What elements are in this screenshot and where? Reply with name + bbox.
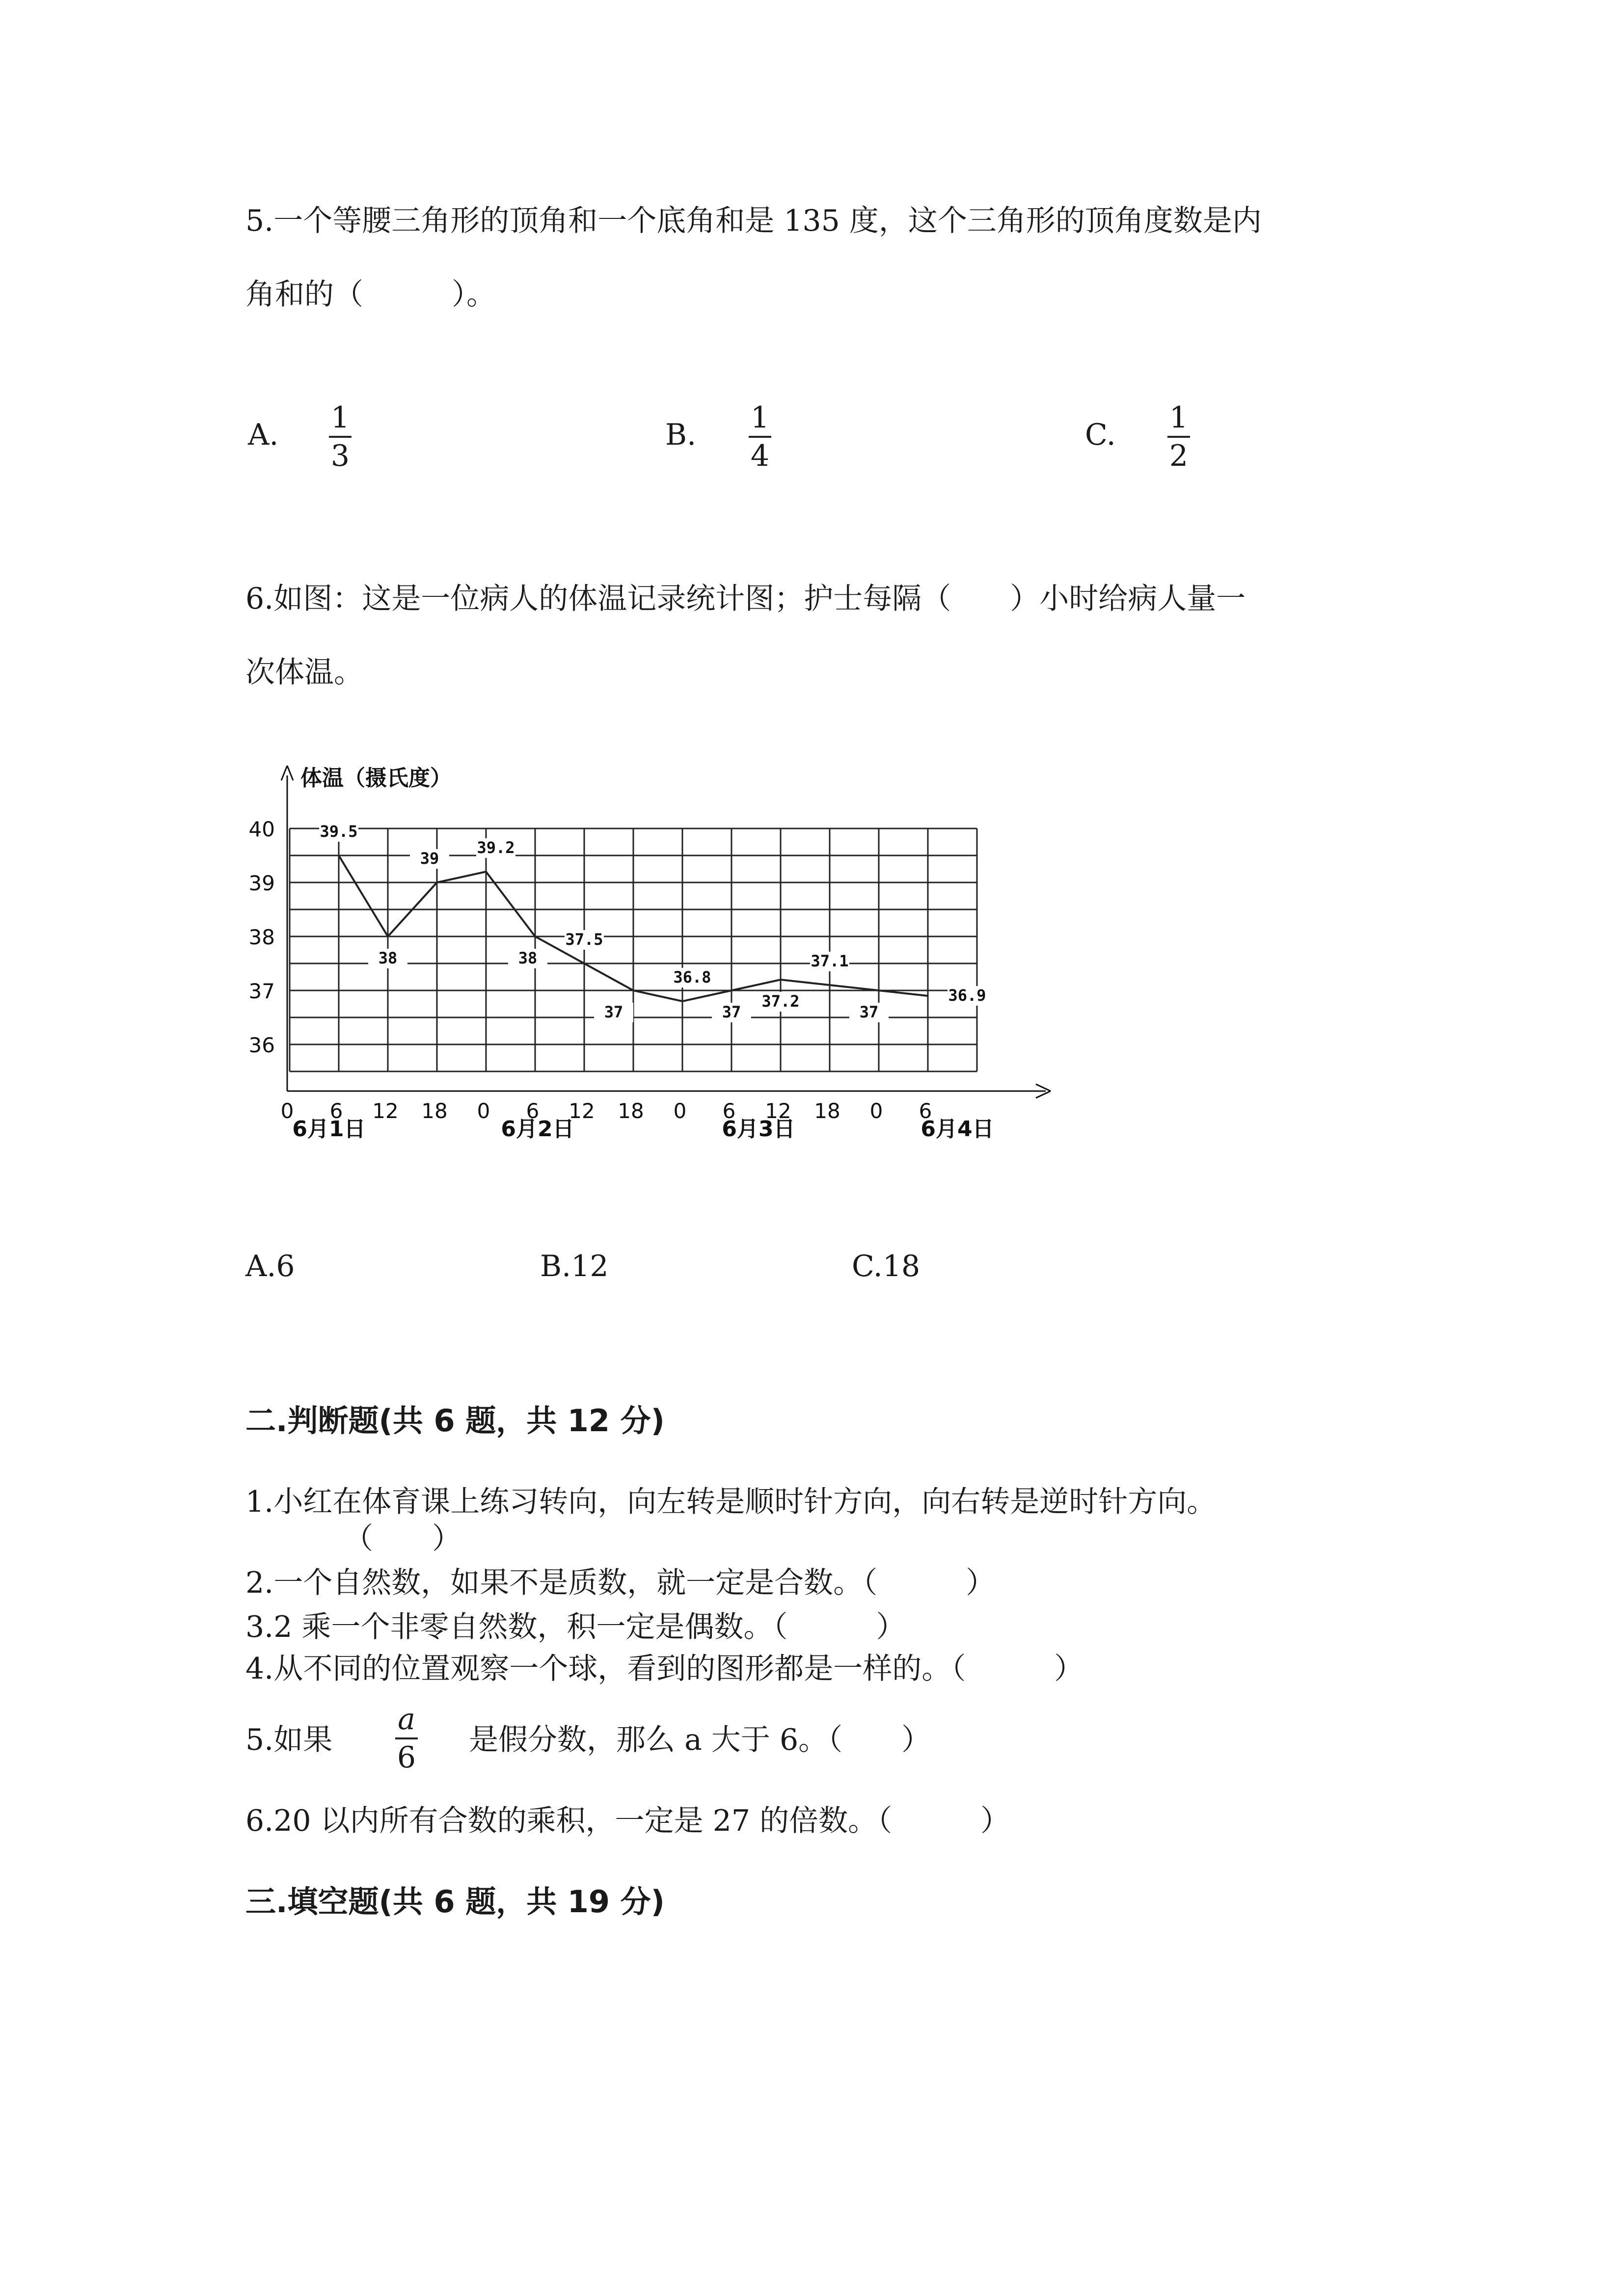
section3-title: 三.填空题(共 6 题，共 19 分): [245, 1884, 665, 1920]
point-label: 37: [722, 1003, 741, 1021]
chart-axes: [281, 766, 1051, 1098]
point-label: 36.9: [948, 986, 986, 1005]
point-label: 39: [420, 849, 439, 868]
q6-line2: 次体温。: [245, 655, 363, 690]
fraction-denominator: 3: [330, 439, 350, 473]
x-tick-label: 0: [869, 1099, 883, 1123]
x-tick-label: 12: [568, 1099, 595, 1123]
point-label: 39.2: [477, 838, 515, 857]
q5-line2: 角和的（ ）。: [245, 277, 496, 312]
fraction-denominator: 2: [1169, 439, 1189, 473]
fraction-numerator: a: [398, 1702, 415, 1736]
x-tick-label: 18: [421, 1099, 448, 1123]
q5-option-b-fraction[interactable]: [749, 402, 771, 471]
judge-item-6: 6.20 以内所有合数的乘积，一定是 27 的倍数。（ ）: [245, 1804, 1010, 1838]
judge-item-2: 2.一个自然数，如果不是质数，就一定是合数。（ ）: [245, 1566, 996, 1600]
x-tick-label: 6: [722, 1099, 736, 1123]
point-label: 37: [604, 1003, 623, 1021]
day-label: 6月4日: [920, 1117, 994, 1142]
x-tick-label: 18: [814, 1099, 840, 1123]
fraction-bar: [395, 1737, 418, 1739]
judge-item-1: 1.小红在体育课上练习转向，向左转是顺时针方向，向右转是逆时针方向。: [245, 1485, 1217, 1519]
fraction-bar: [749, 436, 771, 438]
point-label: 37: [859, 1003, 879, 1021]
y-tick-label: 36: [248, 1033, 275, 1057]
chart-tick-labels: [249, 817, 994, 1142]
judge-item-5-fraction: [395, 1704, 418, 1773]
x-tick-label: 6: [526, 1099, 540, 1123]
q6-line1: 6.如图：这是一位病人的体温记录统计图；护士每隔（ ）小时给病人量一: [245, 582, 1246, 616]
q5-line1: 5.一个等腰三角形的顶角和一个底角和是 135 度，这个三角形的顶角度数是内: [245, 204, 1262, 238]
day-label: 6月2日: [501, 1117, 574, 1142]
point-label: 37.5: [565, 930, 603, 949]
point-label: 38: [378, 949, 398, 967]
temperature-line-chart: [231, 756, 1075, 1148]
fraction-numerator: 1: [330, 400, 350, 435]
q5-option-a-fraction[interactable]: [329, 402, 352, 471]
judge-item-1-blank[interactable]: （ ）: [344, 1522, 461, 1556]
y-tick-label: 39: [248, 871, 275, 895]
fraction-bar: [329, 436, 352, 438]
day-label: 6月1日: [292, 1117, 366, 1142]
x-tick-label: 6: [919, 1099, 932, 1123]
y-tick-label: 38: [248, 925, 275, 949]
judge-item-4: 4.从不同的位置观察一个球，看到的图形都是一样的。（ ）: [245, 1652, 1084, 1686]
point-label: 37.2: [761, 992, 800, 1011]
q6-option-a[interactable]: A.6: [245, 1249, 295, 1283]
fraction-bar: [1167, 436, 1190, 438]
judge-item-3: 3.2 乘一个非零自然数，积一定是偶数。（ ）: [245, 1610, 906, 1644]
point-label: 36.8: [673, 968, 711, 987]
x-tick-label: 6: [329, 1099, 343, 1123]
q5-option-a-label[interactable]: A.: [248, 418, 279, 452]
q5-option-c-label[interactable]: C.: [1085, 418, 1116, 452]
q5-option-b-label[interactable]: B.: [665, 418, 697, 452]
judge-item-5-prefix: 5.如果: [245, 1723, 333, 1757]
point-label: 37.1: [811, 952, 849, 970]
q6-option-b[interactable]: B.12: [540, 1249, 609, 1283]
fraction-numerator: 1: [750, 400, 770, 435]
section2-title: 二.判断题(共 6 题，共 12 分): [245, 1403, 665, 1439]
fraction-numerator: 1: [1169, 400, 1189, 435]
q5-option-c-fraction[interactable]: [1167, 402, 1190, 471]
point-label: 38: [518, 949, 538, 967]
q6-option-c[interactable]: C.18: [852, 1249, 920, 1283]
x-tick-label: 12: [765, 1099, 791, 1123]
x-tick-label: 12: [372, 1099, 399, 1123]
fraction-denominator: 6: [397, 1740, 416, 1775]
x-tick-label: 18: [618, 1099, 644, 1123]
y-axis-label: 体温（摄氏度）: [300, 766, 452, 791]
day-label: 6月3日: [722, 1117, 795, 1142]
x-tick-label: 0: [673, 1099, 687, 1123]
y-tick-label: 37: [248, 979, 275, 1003]
chart-point-labels: [319, 822, 987, 1022]
y-tick-label: 40: [248, 817, 275, 841]
point-label: 39.5: [320, 822, 358, 841]
x-tick-label: 0: [280, 1099, 294, 1123]
x-tick-label: 0: [477, 1099, 490, 1123]
judge-item-5-suffix: 是假分数，那么 a 大于 6。（ ）: [469, 1723, 931, 1757]
fraction-denominator: 4: [750, 439, 770, 473]
